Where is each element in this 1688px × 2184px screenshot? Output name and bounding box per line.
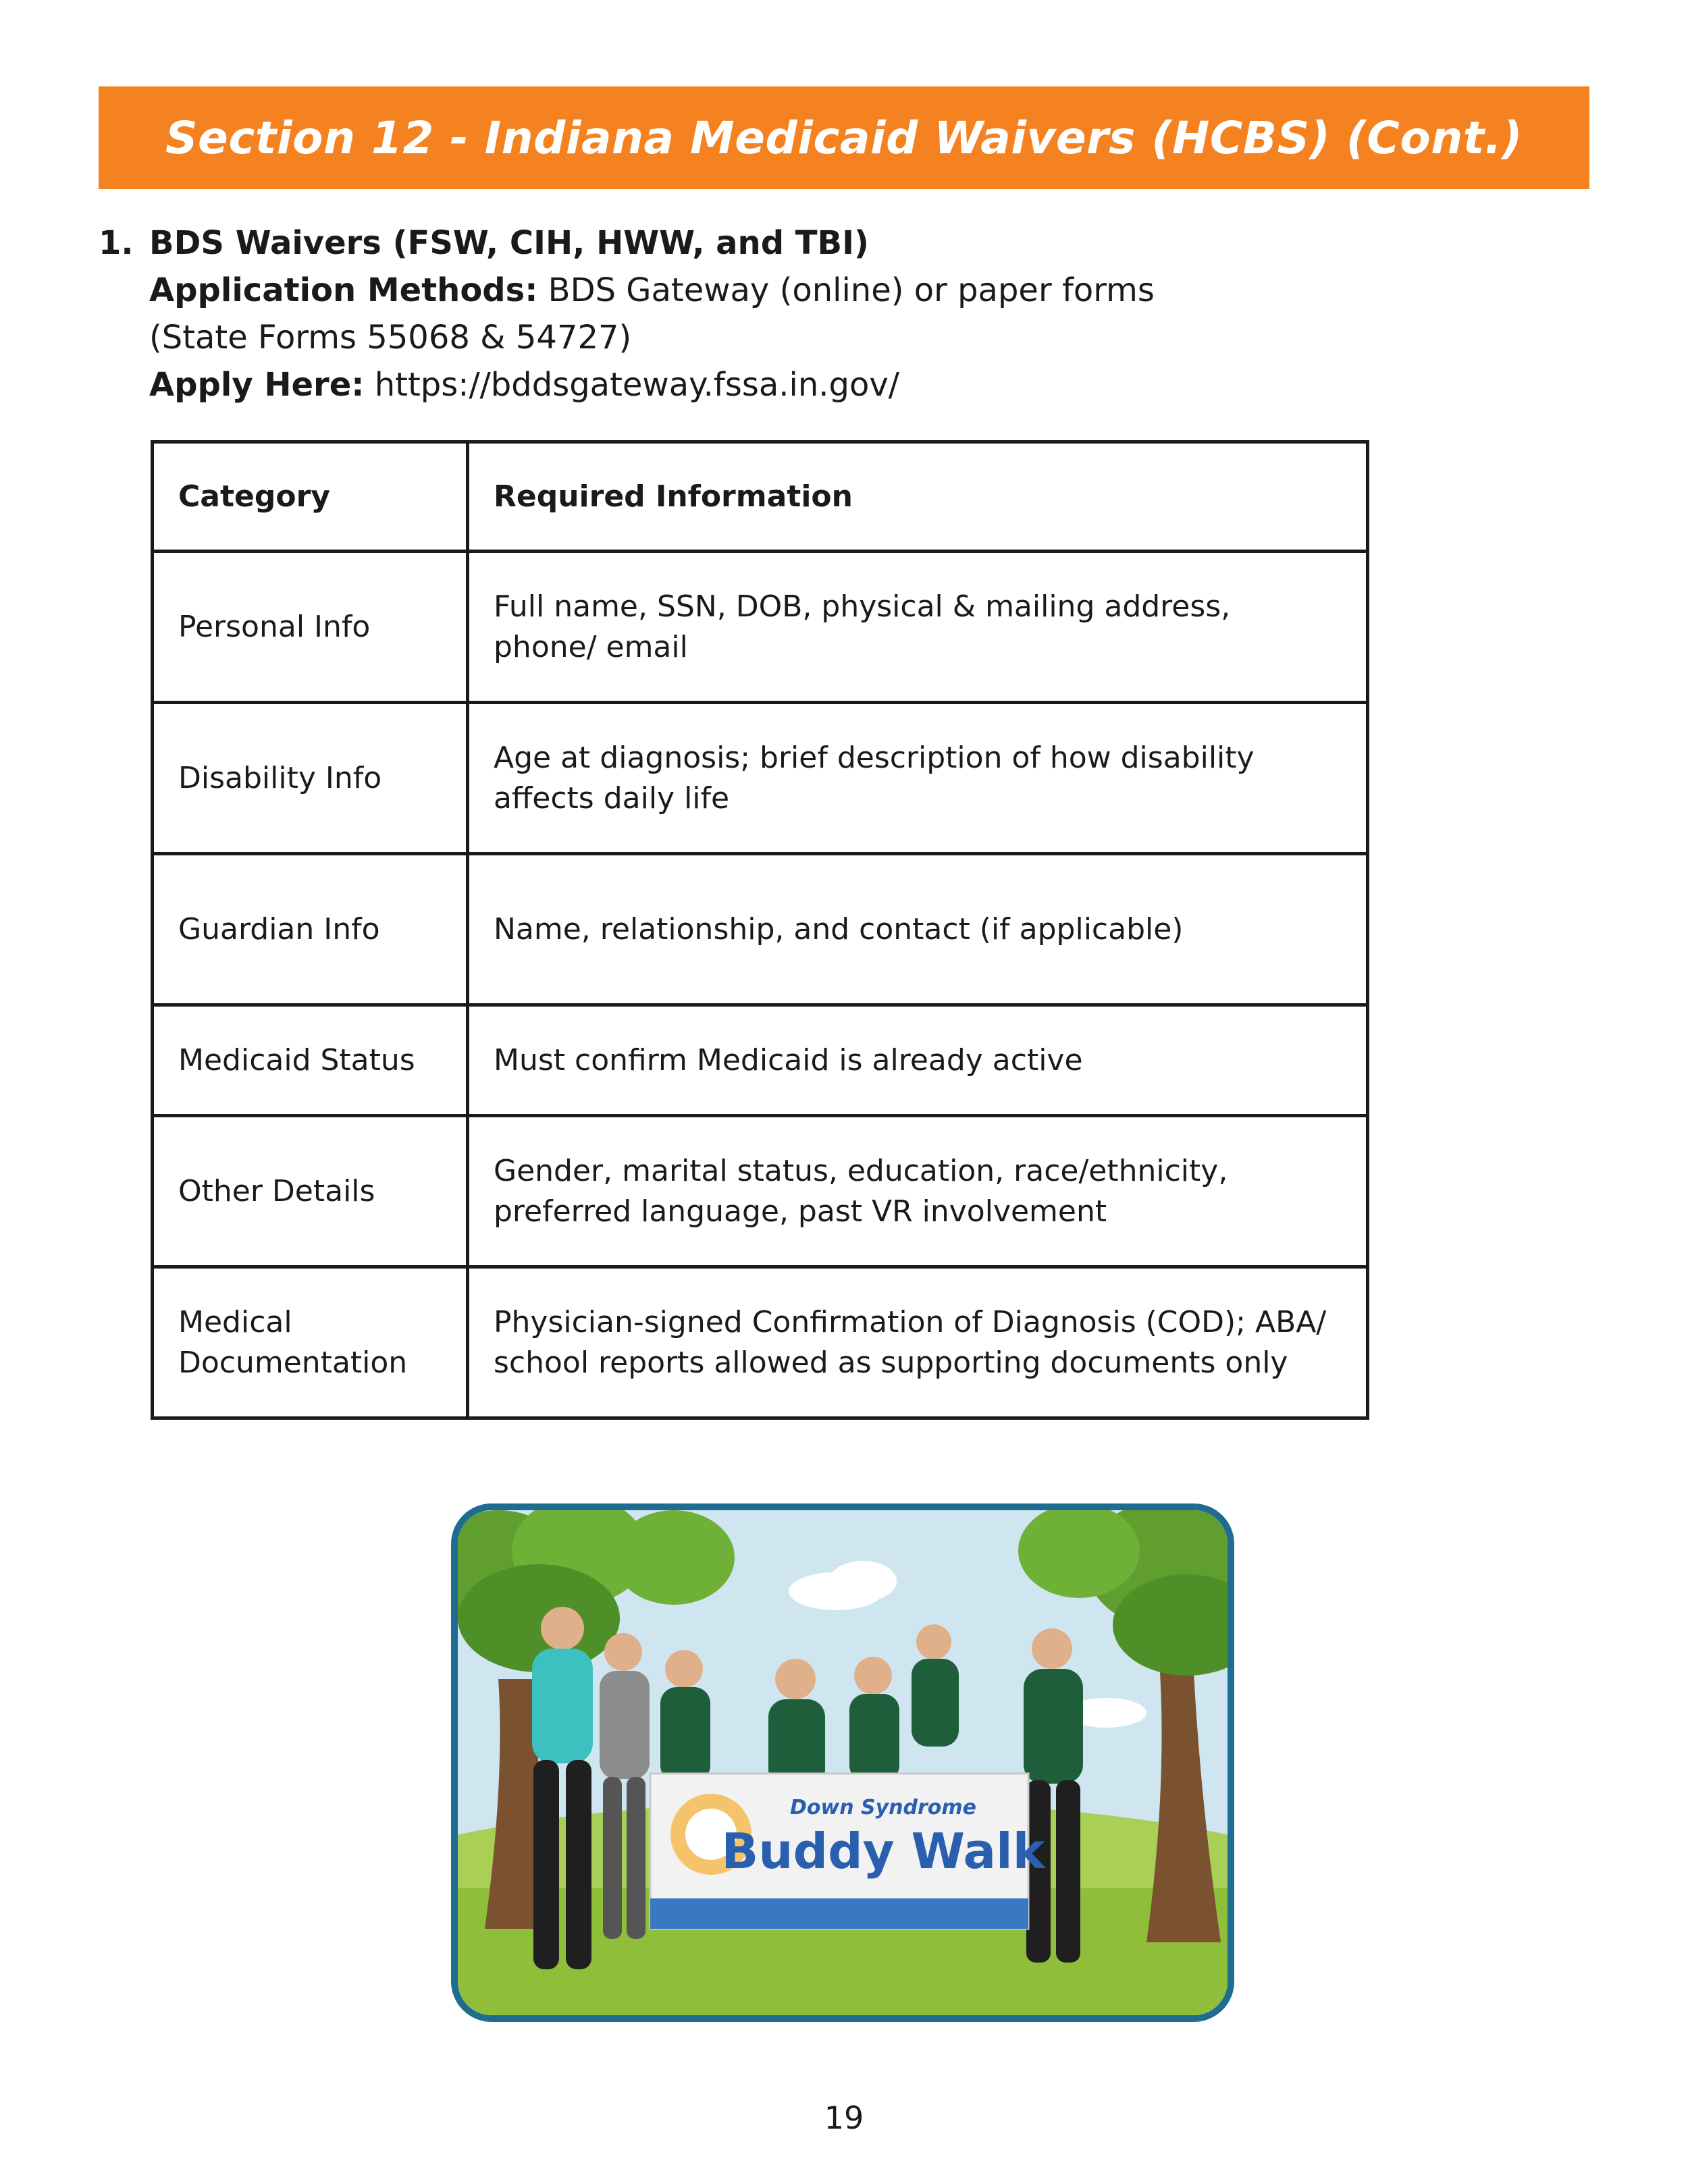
item-number: 1. <box>99 224 134 262</box>
requirements-table <box>151 440 1369 1420</box>
table-row <box>153 1005 1368 1116</box>
application-methods-line <box>149 267 1432 314</box>
table-header-row <box>153 442 1368 552</box>
section-title: Section 12 - Indiana Medicaid Waivers (HCBS) (Cont.) <box>165 111 1523 164</box>
info-cell: Gender, marital status, education, race/ethnicity, preferred language, past VR involvement <box>468 1116 1368 1267</box>
item-heading: BDS Waivers (FSW, CIH, HWW, and TBI) <box>149 224 869 262</box>
info-cell: Physician-signed Confirmation of Diagnosis (COD); ABA/ school reports allowed as supporting documents only <box>468 1267 1368 1418</box>
category-cell: Medical Documentation <box>153 1267 468 1418</box>
info-cell: Full name, SSN, DOB, physical & mailing address, phone/ email <box>468 552 1368 703</box>
banner-line-2: Buddy Walk <box>721 1823 1045 1880</box>
apply-line <box>149 361 1432 408</box>
forms-line: (State Forms 55068 & 54727) <box>149 319 632 356</box>
column-header: Category <box>153 442 468 552</box>
walk-banner <box>650 1774 1047 1929</box>
banner-line-1: Down Syndrome <box>789 1796 977 1819</box>
table-row <box>153 1116 1368 1267</box>
page-number: 19 <box>824 2100 864 2136</box>
item-body <box>149 219 1432 408</box>
buddy-walk-photo <box>451 1503 1234 2022</box>
apply-label: Apply Here: <box>149 366 365 404</box>
table-row <box>153 552 1368 703</box>
methods-value: BDS Gateway (online) or paper forms <box>537 271 1155 309</box>
table-row <box>153 854 1368 1005</box>
section-banner <box>99 86 1589 189</box>
category-cell: Disability Info <box>153 703 468 854</box>
category-cell: Medicaid Status <box>153 1005 468 1116</box>
category-cell: Personal Info <box>153 552 468 703</box>
info-cell: Name, relationship, and contact (if applicable) <box>468 854 1368 1005</box>
methods-label: Application Methods: <box>149 271 538 309</box>
category-cell: Guardian Info <box>153 854 468 1005</box>
table-row <box>153 703 1368 854</box>
info-cell: Must confirm Medicaid is already active <box>468 1005 1368 1116</box>
category-cell: Other Details <box>153 1116 468 1267</box>
column-header: Required Information <box>468 442 1368 552</box>
apply-url[interactable]: https://bddsgateway.fssa.in.gov/ <box>364 366 899 404</box>
buddy-walk-illustration <box>458 1510 1228 2015</box>
info-cell: Age at diagnosis; brief description of how disability affects daily life <box>468 703 1368 854</box>
table-row <box>153 1267 1368 1418</box>
